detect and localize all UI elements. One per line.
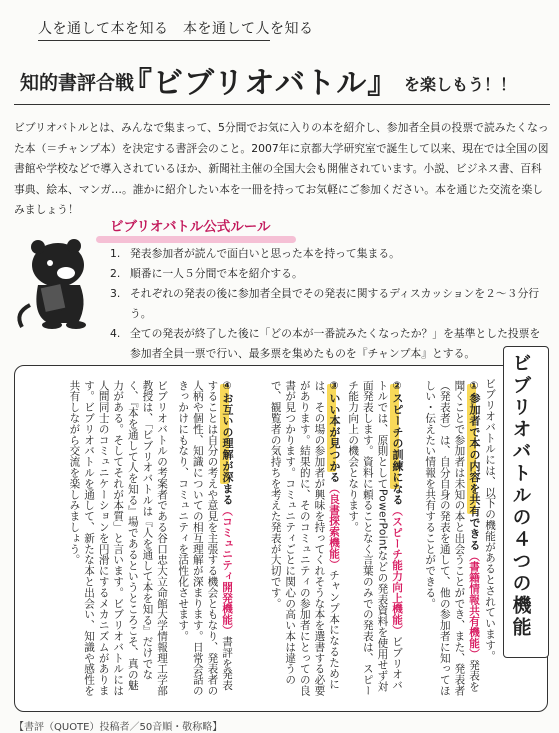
function-tag: （コミュニティ開発機能） <box>221 505 233 637</box>
function-item-4 <box>176 380 234 698</box>
function-body: 書評を発表することは自分の考えや意見を主張する機会ともなり、発表者の人柄や個性、知識についての相互理解が深まります。日常会話のきっかけにもなり、コミュニティを活性化させます。 <box>177 380 233 697</box>
title-underline <box>14 104 550 105</box>
mascot-reading-icon <box>8 235 104 331</box>
function-heading: いい本が見つかる <box>328 392 341 483</box>
function-heading: お互いの理解が深まる <box>221 392 234 506</box>
rule-text: 発表参加者が読んで面白いと思った本を持って集まる。 <box>130 247 400 260</box>
function-tag: （良書探索機能） <box>328 482 340 570</box>
rules-list <box>110 244 550 364</box>
rule-number: 3. <box>110 287 121 300</box>
footer-note: 【書評（QUOTE）投稿者／50音順・敬称略】 <box>14 722 223 733</box>
rule-item <box>110 244 550 264</box>
title-main: 『ビブリオバトル』 <box>122 66 399 101</box>
function-body: 発表を聞くことで参加者は未知の本と出会うことができ、また、発表者（発表者）は、自分自身の発表を通して、他の参加者に知ってほしい・伝えたい情報を共有することができる。 <box>424 380 480 697</box>
title-prefix: 知的書評合戦 <box>20 72 135 94</box>
function-item-3 <box>268 380 341 698</box>
page-title <box>14 58 554 101</box>
slogan: 人を通して本を知る 本を通して人を知る <box>38 21 314 37</box>
rule-text: 順番に一人５分間で本を紹介する。 <box>130 267 303 280</box>
function-heading: スピーチの訓練になる <box>391 392 404 506</box>
rule-number: 2. <box>110 267 121 280</box>
slogan-underline <box>38 40 270 41</box>
functions-lead: ビブリオバトルには、以下の機能があるとされています。 <box>484 378 496 662</box>
rules-title: ビブリオバトル公式ルール <box>110 219 271 235</box>
functions-title-box <box>503 346 549 658</box>
rule-item <box>110 264 550 284</box>
title-suffix: を楽しもう！！ <box>404 75 517 94</box>
rule-item <box>110 284 550 324</box>
function-tag: （スピーチ能力向上機能） <box>391 505 403 637</box>
function-number: ③ <box>328 380 340 393</box>
rule-text: 全ての発表が終了した後に「どの本が一番読みたくなったか？」を基準とした投票を参加者全員一票で行い、最多票を集めたものを『チャンプ本』とする。 <box>130 327 541 360</box>
function-body: ビブリオバトルでは、原則としてPowerPointなどの発表資料を使用せず対面発表します。資料に頼ることなく言葉のみでの発表は、スピーチ能力向上の機会となります。 <box>347 380 403 697</box>
function-heading: 参加者で本の内容を共有できる <box>468 392 481 551</box>
functions-panel <box>14 353 548 712</box>
intro-paragraph: ビブリオバトルとは、みんなで集まって、5分間でお気に入りの本を紹介し、参加者全員の投票で読みたくなった本（＝チャンプ本）を決定する書評会のこと。2007年に京都大学研究室で誕生して以来、現在では全国の図書館や学校などで導入されているほか、新聞社主催の全国大会も開催されています。小説、ビジネス書、百科事典、絵本、マンガ…。誰かに紹介したい本を一冊を持ってお気軽にご参加ください。本を通じた交流を楽しみましょう！ <box>14 121 549 216</box>
function-number: ② <box>391 380 403 393</box>
function-number: ① <box>468 380 480 393</box>
rule-number: 4. <box>110 327 121 340</box>
rule-number: 1. <box>110 247 121 260</box>
functions-title: ビブリオバトルの４つの機能 <box>509 353 532 639</box>
functions-closing: ビブリオバトルの考案者である谷口忠大立命館大学情報理工学部教授は、「ビブリオバトルは『人を通して本を知る』だけでなく、『本を通して人を知る』場であるというところこそ、真の魅力がある。そしてそれが本質」と言います。ビブリオバトルには人間同士のコミュニケーションを円滑にするメカニズムがあります。ビブリオバトルを通して、新たな本と出会い、知識や感性を共有しながら交流を楽しみましょう。 <box>68 380 168 697</box>
function-item-2 <box>346 380 404 698</box>
function-item-1 <box>423 380 481 698</box>
function-tag: （書籍情報共有機能） <box>468 550 480 660</box>
function-body: チャンプ本になるためには、その場の参加者が興味を持ってくれそうな本を選書する必要があります。結果的に、そのコミュニティの参加者にとっての良書が見つかります。コミュニティごとに関心の高い本は違うので、観覧者の気持ちを考えた発表が大切です。 <box>269 380 340 697</box>
rule-item <box>110 324 550 364</box>
function-number: ④ <box>221 380 233 393</box>
rule-text: それぞれの発表の後に参加者全員でその発表に関するディスカッションを２～３分行う。 <box>130 287 540 320</box>
rules-title-underline <box>96 236 296 243</box>
